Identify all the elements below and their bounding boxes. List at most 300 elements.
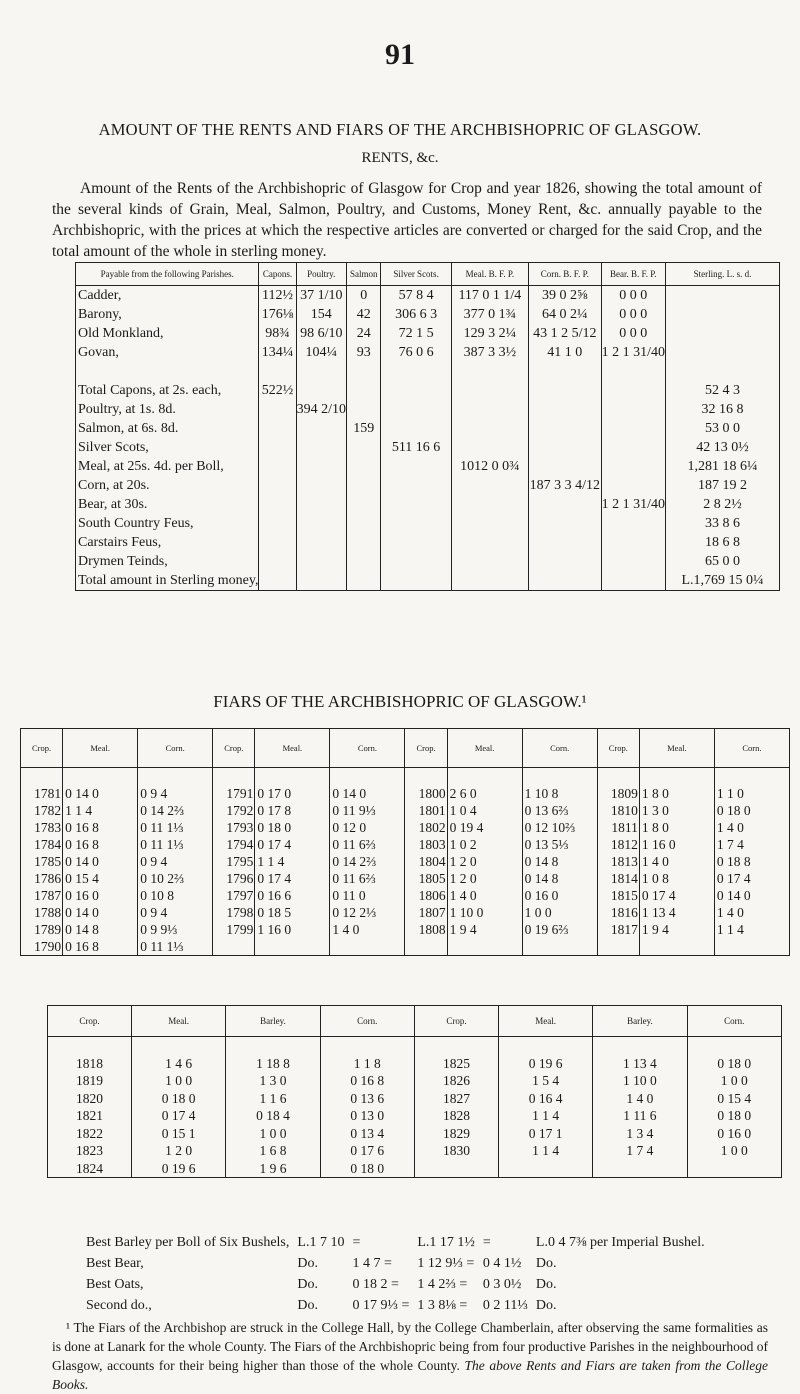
later-price xyxy=(593,1160,687,1178)
fiars-header: Corn. xyxy=(522,729,597,768)
fiars-price: 0 9 9⅓ xyxy=(138,921,213,938)
rent-cell xyxy=(451,495,528,514)
rent-header: Bear. B. F. P. xyxy=(601,263,665,286)
later-price: 1 3 0 xyxy=(226,1072,320,1090)
rent-cell: 387 3 3½ xyxy=(451,343,528,362)
later-unit-label xyxy=(593,1037,687,1055)
rent-cell: 72 1 5 xyxy=(381,324,451,343)
later-price: 0 17 1 xyxy=(498,1125,592,1143)
rent-cell xyxy=(529,533,602,552)
later-price: 0 18 0 xyxy=(687,1107,781,1125)
best-price-row xyxy=(86,1295,713,1316)
fiars-price: 0 17 8 xyxy=(255,802,330,819)
later-crop-year: 1821 xyxy=(75,1108,103,1123)
rent-cell: 306 6 3 xyxy=(381,305,451,324)
fiars-crop-year: 1810 xyxy=(597,802,639,819)
fiars-unit-label xyxy=(714,768,789,786)
parish-label: Cadder, xyxy=(76,286,259,306)
later-price: 1 1 4 xyxy=(498,1142,592,1160)
rent-cell xyxy=(259,438,296,457)
fiars-price: 0 17 4 xyxy=(639,887,714,904)
rent-cell xyxy=(259,571,296,591)
rent-cell xyxy=(381,552,451,571)
fiars-price: 1 0 0 xyxy=(522,904,597,921)
best-price-cell: 1 4 7 = xyxy=(352,1255,392,1271)
fiars-crop-year: 1793 xyxy=(213,819,255,836)
fiars-crop-year: 1788 xyxy=(21,904,63,921)
fiars-price: 0 12 0 xyxy=(330,819,405,836)
fiars-header: Crop. xyxy=(405,729,447,768)
rent-cell: 24 xyxy=(346,324,380,343)
fiars-price: 1 16 0 xyxy=(255,921,330,938)
best-price-cell: = xyxy=(352,1234,361,1250)
rent-cell: 187 3 3 4/12 xyxy=(529,478,600,493)
rent-row xyxy=(76,476,780,495)
rent-cell xyxy=(451,362,528,381)
fiars-price: 1 10 0 xyxy=(447,904,522,921)
rent-cell: 18 6 8 xyxy=(665,533,779,552)
later-crop-year: 1826 xyxy=(414,1072,498,1090)
rent-cell xyxy=(346,476,380,495)
rent-cell xyxy=(296,571,346,591)
later-price: 1 1 6 xyxy=(226,1090,320,1108)
fiars-crop-year xyxy=(213,938,255,956)
rent-cell xyxy=(451,514,528,533)
fiars-price: 0 14 0 xyxy=(330,785,405,802)
rent-cell xyxy=(601,514,665,533)
fiars-price: 0 19 6⅔ xyxy=(522,921,597,938)
fiars-price: 0 17 0 xyxy=(255,785,330,802)
fiars-price: 1 9 4 xyxy=(447,921,522,938)
later-header: Corn. xyxy=(687,1006,781,1037)
fiars-price: 0 11 6⅔ xyxy=(330,836,405,853)
parish-label: Silver Scots, xyxy=(76,438,259,457)
rent-row xyxy=(76,305,780,324)
fiars-crop-year: 1805 xyxy=(405,870,447,887)
later-units-row xyxy=(48,1037,782,1055)
fiars-header: Meal. xyxy=(639,729,714,768)
fiars-price xyxy=(255,938,330,956)
parish-label: Govan, xyxy=(76,343,259,362)
later-row xyxy=(48,1125,782,1143)
later-crop-year: 1818 xyxy=(75,1055,103,1071)
later-crop-year: 1819 xyxy=(75,1073,103,1088)
fiars-crop-year: 1808 xyxy=(405,921,447,938)
fiars-price xyxy=(330,938,405,956)
best-price-cell: = xyxy=(482,1234,491,1250)
fiars-price: 0 16 8 xyxy=(63,836,138,853)
fiars-row xyxy=(21,938,790,956)
rent-cell: 187 19 2 xyxy=(665,476,779,495)
fiars-crop-year: 1816 xyxy=(597,904,639,921)
rent-row xyxy=(76,571,780,591)
fiars-crop-year: 1799 xyxy=(213,921,255,938)
later-row xyxy=(48,1160,782,1178)
rent-cell: 134¼ xyxy=(259,343,296,362)
fiars-unit-spacer xyxy=(597,768,639,786)
rent-cell xyxy=(601,438,665,457)
fiars-row xyxy=(21,785,790,802)
later-price: 1 3 4 xyxy=(593,1125,687,1143)
rent-cell xyxy=(259,476,296,495)
later-price: 1 7 4 xyxy=(593,1142,687,1160)
best-price-cell: Do. xyxy=(297,1276,319,1292)
fiars-price: 1 1 4 xyxy=(63,802,138,819)
later-row xyxy=(48,1107,782,1125)
later-header: Crop. xyxy=(48,1006,132,1037)
rent-cell: 1012 0 0¾ xyxy=(451,457,528,476)
rent-cell xyxy=(529,495,602,514)
best-price-cell: L.1 17 1½ xyxy=(417,1234,475,1250)
fiars-crop-year: 1787 xyxy=(21,887,63,904)
rent-cell xyxy=(259,533,296,552)
rent-cell xyxy=(601,419,665,438)
fiars-header: Meal. xyxy=(447,729,522,768)
rent-cell xyxy=(259,362,296,381)
fiars-crop-year: 1802 xyxy=(405,819,447,836)
fiars-crop-year: 1814 xyxy=(597,870,639,887)
fiars-header: Crop. xyxy=(21,729,63,768)
fiars-price: 0 18 5 xyxy=(255,904,330,921)
fiars-crop-year: 1809 xyxy=(597,785,639,802)
fiars-price: 0 9 4 xyxy=(138,785,213,802)
rent-row xyxy=(76,514,780,533)
rent-header: Capons. xyxy=(259,263,296,286)
rent-cell xyxy=(381,514,451,533)
rent-row xyxy=(76,381,780,400)
fiars-price: 0 16 6 xyxy=(255,887,330,904)
fiars-crop-year: 1786 xyxy=(21,870,63,887)
parish-label: Meal, at 25s. 4d. per Boll, xyxy=(76,457,259,476)
later-crop-year: 1822 xyxy=(75,1125,103,1141)
rent-cell xyxy=(346,400,380,419)
later-crop-year: 1823 xyxy=(75,1143,103,1158)
rent-cell: 0 0 0 xyxy=(601,305,665,324)
rent-cell xyxy=(259,495,296,514)
rent-cell: 159 xyxy=(346,419,380,438)
later-price: 1 4 0 xyxy=(593,1090,687,1108)
rent-cell xyxy=(601,362,665,381)
rent-cell: 154 xyxy=(296,305,346,324)
rent-cell xyxy=(665,324,779,343)
rent-row xyxy=(76,438,780,457)
fiars-price: 0 16 0 xyxy=(63,887,138,904)
rent-cell: 104¼ xyxy=(296,343,346,362)
fiars-price: 0 18 8 xyxy=(714,853,789,870)
rent-cell xyxy=(346,438,380,457)
rent-header: Silver Scots. xyxy=(381,263,451,286)
later-header: Meal. xyxy=(498,1006,592,1037)
fiars-price: 0 13 5⅓ xyxy=(522,836,597,853)
rent-cell xyxy=(451,419,528,438)
rent-row xyxy=(76,362,780,381)
rent-cell xyxy=(451,552,528,571)
fiars-crop-year: 1798 xyxy=(213,904,255,921)
rent-cell xyxy=(346,533,380,552)
main-title: AMOUNT OF THE RENTS AND FIARS OF THE ARCHBISHOPRIC OF GLASGOW. xyxy=(98,120,702,139)
rent-cell xyxy=(296,457,346,476)
rent-cell xyxy=(451,476,528,495)
rent-header: Corn. B. F. P. xyxy=(529,263,602,286)
best-grain-prices xyxy=(86,1232,713,1316)
rent-cell xyxy=(451,400,528,419)
later-row xyxy=(48,1142,782,1160)
fiars-crop-year: 1806 xyxy=(405,887,447,904)
later-price: 0 13 0 xyxy=(320,1107,414,1125)
fiars-price: 0 11 9⅓ xyxy=(330,802,405,819)
rent-cell xyxy=(346,381,380,400)
rent-cell: 1,281 18 6¼ xyxy=(665,457,779,476)
fiars-price xyxy=(639,938,714,956)
fiars-price: 1 0 2 xyxy=(447,836,522,853)
rent-cell: 64 0 2¼ xyxy=(529,305,602,324)
rent-cell xyxy=(451,533,528,552)
parish-label: Total amount in Sterling money, xyxy=(76,571,259,591)
rent-cell xyxy=(259,400,296,419)
fiars-price: 0 16 0 xyxy=(522,887,597,904)
fiars-price: 1 8 0 xyxy=(639,785,714,802)
fiars-row xyxy=(21,887,790,904)
fiars-crop-year: 1804 xyxy=(405,853,447,870)
later-header: Crop. xyxy=(414,1006,498,1037)
rent-cell xyxy=(346,571,380,591)
best-price-cell: Do. xyxy=(535,1297,557,1313)
fiars-crop-year xyxy=(405,938,447,956)
fiars-heading: FIARS OF THE ARCHBISHOPRIC OF GLASGOW.¹ xyxy=(213,692,587,711)
rent-cell xyxy=(296,381,346,400)
rent-cell: 117 0 1 1/4 xyxy=(451,286,528,306)
fiars-table-1781-1817 xyxy=(20,728,790,956)
fiars-price: 0 14 0 xyxy=(63,853,138,870)
fiars-price: 0 10 8 xyxy=(138,887,213,904)
rent-cell xyxy=(451,381,528,400)
later-header: Barley. xyxy=(593,1006,687,1037)
later-price: 1 0 0 xyxy=(226,1125,320,1143)
fiars-price: 0 16 8 xyxy=(63,938,138,956)
later-price: 0 18 0 xyxy=(320,1160,414,1178)
later-unit-label xyxy=(131,1037,225,1055)
fiars-unit-label xyxy=(639,768,714,786)
fiars-price: 0 17 4 xyxy=(714,870,789,887)
fiars-price: 0 14 2⅔ xyxy=(330,853,405,870)
fiars-row xyxy=(21,819,790,836)
rent-cell: 57 8 4 xyxy=(381,286,451,306)
best-price-cell: 1 12 9⅓ = xyxy=(417,1255,475,1271)
fiars-unit-label xyxy=(255,768,330,786)
footnote-text: ¹ The Fiars of the Archbishop are struck in the College Hall, by the College Chamberlain, after observing the same formalities as is done at Lanark for the whole County. The Fiars of the Archbishopric being from four productive Parishes in the neighbourhood of Glasgow, accounts for their being higher than those of the whole County. xyxy=(52,1320,768,1373)
later-header: Barley. xyxy=(226,1006,320,1037)
later-price: 0 13 4 xyxy=(320,1125,414,1143)
fiars-price: 1 1 4 xyxy=(255,853,330,870)
rent-header: Meal. B. F. P. xyxy=(451,263,528,286)
later-price: 1 6 8 xyxy=(226,1142,320,1160)
fiars-crop-year: 1797 xyxy=(213,887,255,904)
fiars-price: 0 12 2⅓ xyxy=(330,904,405,921)
rent-cell xyxy=(381,419,451,438)
rent-row xyxy=(76,324,780,343)
fiars-price: 1 1 4 xyxy=(714,921,789,938)
rent-cell: 176⅛ xyxy=(259,305,296,324)
rent-cell xyxy=(346,514,380,533)
rent-row xyxy=(76,286,780,306)
rent-cell xyxy=(601,400,665,419)
rent-cell xyxy=(296,438,346,457)
best-price-cell: Do. xyxy=(297,1297,319,1313)
fiars-table-1818-1830 xyxy=(47,1005,782,1178)
later-price: 0 19 6 xyxy=(131,1160,225,1178)
rent-cell xyxy=(529,381,602,400)
later-unit-label xyxy=(414,1037,498,1055)
rent-cell xyxy=(259,457,296,476)
later-unit-label xyxy=(498,1037,592,1055)
later-price: 1 11 6 xyxy=(593,1107,687,1125)
parish-label: Total Capons, at 2s. each, xyxy=(76,381,259,400)
fiars-price: 0 9 4 xyxy=(138,853,213,870)
fiars-crop-year: 1789 xyxy=(21,921,63,938)
later-price: 1 5 4 xyxy=(498,1072,592,1090)
rent-cell: 0 0 0 xyxy=(601,324,665,343)
fiars-crop-year: 1790 xyxy=(21,938,63,956)
best-price-cell: Second do., xyxy=(86,1297,152,1313)
best-price-cell: 1 4 2⅔ = xyxy=(417,1276,468,1292)
later-price: 0 19 6 xyxy=(498,1055,592,1073)
fiars-crop-year: 1800 xyxy=(405,785,447,802)
fiars-price: 0 17 4 xyxy=(255,870,330,887)
fiars-price: 2 6 0 xyxy=(447,785,522,802)
fiars-price: 0 11 1⅓ xyxy=(138,819,213,836)
parish-label: Bear, at 30s. xyxy=(76,495,259,514)
fiars-price: 1 9 4 xyxy=(639,921,714,938)
rent-header: Payable from the following Parishes. xyxy=(76,263,259,286)
parish-label: Drymen Teinds, xyxy=(76,552,259,571)
rent-cell: 42 xyxy=(346,305,380,324)
parish-label xyxy=(76,362,259,381)
rent-cell xyxy=(381,457,451,476)
fiars-price: 0 16 8 xyxy=(63,819,138,836)
rent-cell xyxy=(381,400,451,419)
best-price-cell: Do. xyxy=(297,1255,319,1271)
later-price: 0 13 6 xyxy=(320,1090,414,1108)
fiars-crop-year: 1794 xyxy=(213,836,255,853)
best-price-cell: Best Barley per Boll of Six Bushels, xyxy=(86,1234,290,1250)
fiars-unit-label xyxy=(447,768,522,786)
later-price: 1 2 0 xyxy=(131,1142,225,1160)
fiars-price: 0 10 2⅔ xyxy=(138,870,213,887)
rent-row xyxy=(76,495,780,514)
parish-label: Carstairs Feus, xyxy=(76,533,259,552)
parish-label: South Country Feus, xyxy=(76,514,259,533)
rent-cell: 42 13 0½ xyxy=(665,438,779,457)
fiars-price: 1 4 0 xyxy=(330,921,405,938)
rent-cell: 1 2 1 31/40 xyxy=(601,497,665,512)
later-price: 0 17 6 xyxy=(320,1142,414,1160)
fiars-header: Corn. xyxy=(330,729,405,768)
later-price: 1 0 0 xyxy=(687,1072,781,1090)
later-price: 1 18 8 xyxy=(226,1055,320,1073)
rent-row xyxy=(76,419,780,438)
rent-cell xyxy=(259,419,296,438)
rent-cell xyxy=(529,514,602,533)
rent-cell: L.1,769 15 0¼ xyxy=(665,571,779,591)
later-price: 0 16 4 xyxy=(498,1090,592,1108)
fiars-price: 0 14 8 xyxy=(522,870,597,887)
best-price-cell: L.1 7 10 xyxy=(297,1234,345,1250)
rent-cell xyxy=(665,362,779,381)
later-price: 0 17 4 xyxy=(131,1107,225,1125)
rent-cell: 39 0 2⅝ xyxy=(529,286,602,306)
fiars-price: 1 4 0 xyxy=(639,853,714,870)
rent-cell: 52 4 3 xyxy=(665,381,779,400)
footnote xyxy=(52,1318,768,1394)
later-price xyxy=(498,1160,592,1178)
fiars-crop-year xyxy=(597,938,639,956)
rent-cell xyxy=(529,400,602,419)
fiars-price: 1 13 4 xyxy=(639,904,714,921)
later-row xyxy=(48,1090,782,1108)
fiars-units-row xyxy=(21,768,790,786)
rent-cell xyxy=(346,457,380,476)
rent-header: Salmon xyxy=(346,263,380,286)
fiars-price: 1 16 0 xyxy=(639,836,714,853)
best-price-cell: 0 2 11⅓ xyxy=(482,1297,528,1313)
intro-paragraph: Amount of the Rents of the Archbishopric of Glasgow for Crop and year 1826, showing the total amount of the several kinds of Grain, Meal, Salmon, Poultry, and Customs, Money Rent, &c. annually payable to the Archbishopric, with the prices at which the respective articles are converted or charged for the said Crop, and the total amount of the whole in sterling money. xyxy=(52,180,762,260)
rent-cell xyxy=(529,552,602,571)
rent-row xyxy=(76,457,780,476)
rent-cell xyxy=(381,495,451,514)
rent-cell xyxy=(529,362,602,381)
later-header: Meal. xyxy=(131,1006,225,1037)
rent-cell xyxy=(601,476,665,495)
rent-cell xyxy=(296,476,346,495)
rent-cell xyxy=(296,495,346,514)
later-price: 1 1 4 xyxy=(498,1107,592,1125)
best-price-cell: 0 17 9⅓ = xyxy=(352,1297,410,1313)
rent-cell xyxy=(381,571,451,591)
fiars-price: 1 0 4 xyxy=(447,802,522,819)
fiars-price: 1 2 0 xyxy=(447,870,522,887)
fiars-crop-year: 1801 xyxy=(405,802,447,819)
rent-cell xyxy=(346,495,380,514)
fiars-crop-year: 1795 xyxy=(213,853,255,870)
parish-label: Corn, at 20s. xyxy=(76,476,259,495)
fiars-price: 0 11 1⅓ xyxy=(138,836,213,853)
fiars-crop-year: 1791 xyxy=(213,785,255,802)
rent-cell: 76 0 6 xyxy=(381,343,451,362)
rent-cell xyxy=(601,381,665,400)
fiars-unit-spacer xyxy=(405,768,447,786)
rent-cell: 394 2/10 xyxy=(296,402,346,417)
fiars-crop-year: 1815 xyxy=(597,887,639,904)
later-price: 0 16 0 xyxy=(687,1125,781,1143)
later-crop-year: 1824 xyxy=(75,1160,103,1176)
fiars-unit-label xyxy=(522,768,597,786)
rent-cell: 41 1 0 xyxy=(529,343,602,362)
fiars-row xyxy=(21,853,790,870)
fiars-row xyxy=(21,904,790,921)
rent-cell: 522½ xyxy=(259,381,296,400)
fiars-price: 0 14 0 xyxy=(714,887,789,904)
later-price: 0 18 4 xyxy=(226,1107,320,1125)
rent-cell xyxy=(296,419,346,438)
rent-cell xyxy=(451,438,528,457)
rent-cell: 53 0 0 xyxy=(665,419,779,438)
fiars-price: 1 10 8 xyxy=(522,785,597,802)
rent-cell xyxy=(601,552,665,571)
rent-cell xyxy=(529,438,602,457)
fiars-price: 0 18 0 xyxy=(255,819,330,836)
later-price: 1 0 0 xyxy=(131,1072,225,1090)
rent-cell xyxy=(296,552,346,571)
